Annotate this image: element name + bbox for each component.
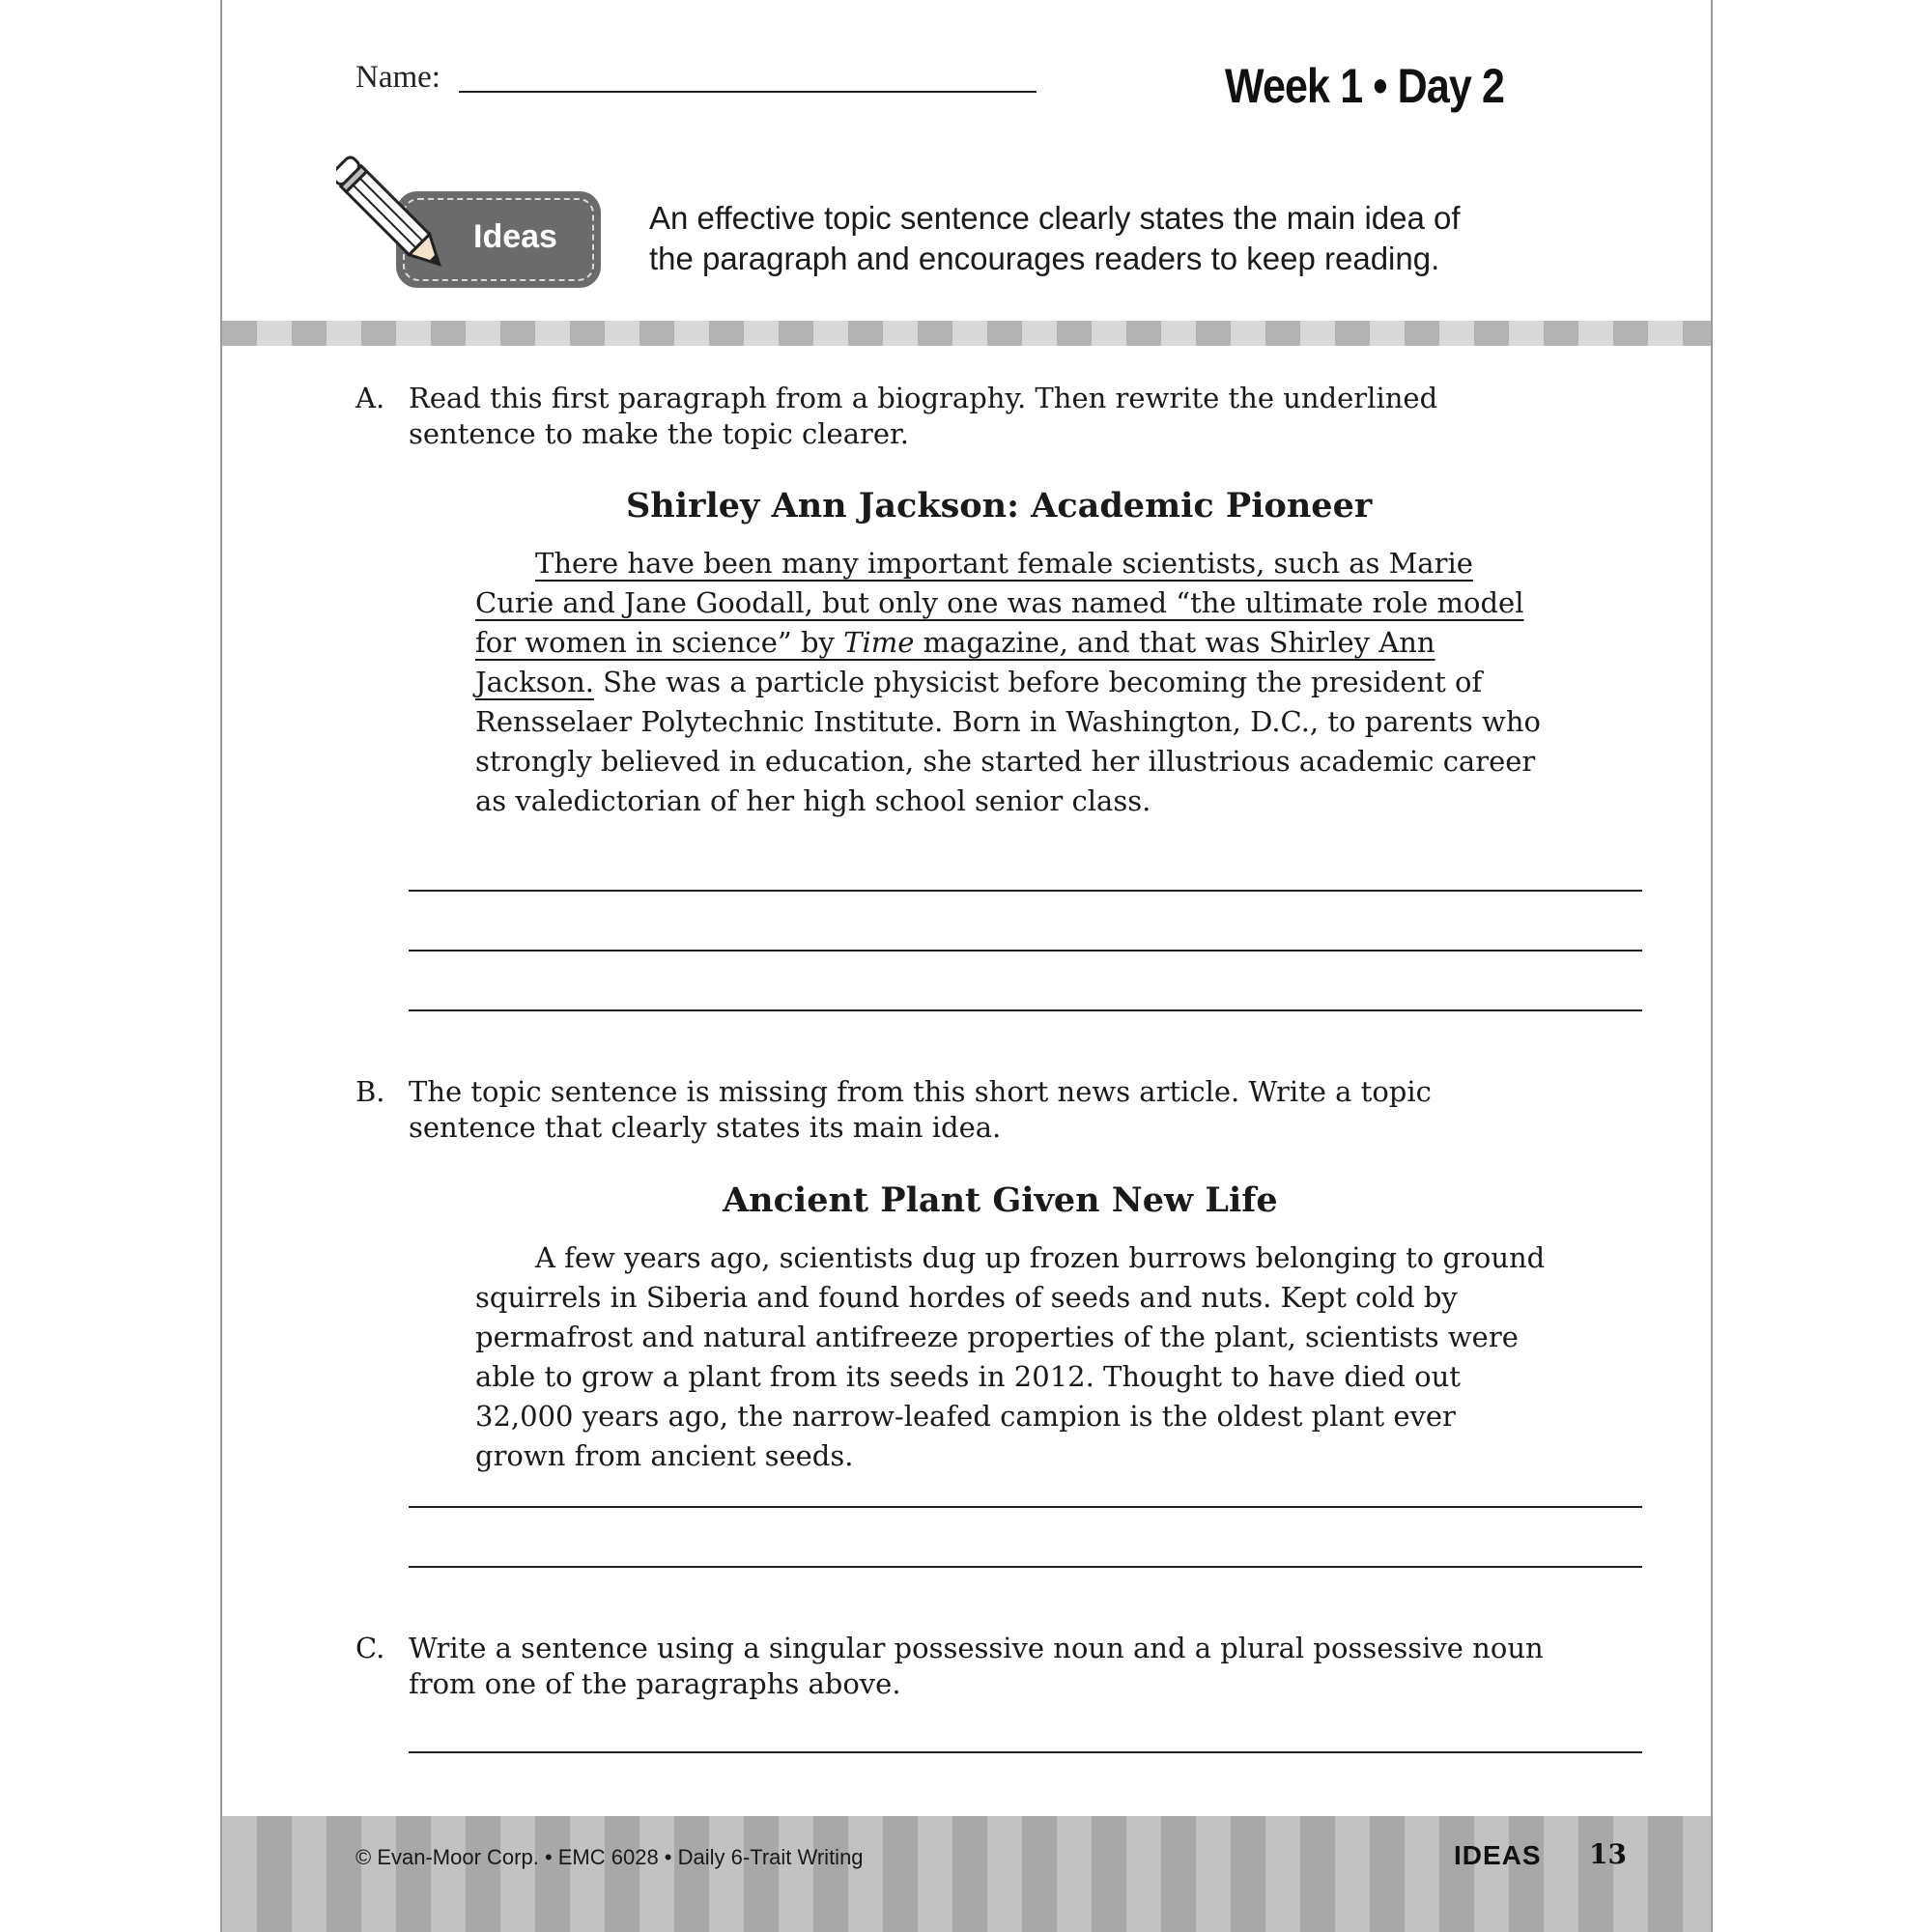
question-c-instruction: Write a sentence using a singular possessive noun and a plural possessive noun from one of the paragraphs above. [409, 1632, 1544, 1700]
question-a-letter: A. [355, 382, 385, 414]
worksheet-page [220, 0, 1713, 1932]
footer-trait-label: IDEAS [1454, 1840, 1542, 1870]
question-c-letter: C. [355, 1632, 385, 1664]
intro-text: An effective topic sentence clearly states the main idea of the paragraph and encourages readers to keep reading. [649, 200, 1461, 276]
badge-label: Ideas [473, 218, 557, 255]
passage-b-title: Ancient Plant Given New Life [723, 1180, 1278, 1220]
underlined-sentence-italic: Time [843, 626, 915, 659]
page-number: 13 [1589, 1838, 1627, 1870]
footer-credit: © Evan-Moor Corp. • EMC 6028 • Daily 6-Trait Writing [355, 1845, 864, 1869]
answer-line-a2[interactable] [409, 950, 1642, 952]
question-b-instruction: The topic sentence is missing from this short news article. Write a topic sentence that clearly states its main idea. [409, 1075, 1432, 1144]
question-a-instruction: Read this first paragraph from a biography. Then rewrite the underlined sentence to make the topic clearer. [409, 382, 1438, 450]
underlined-sentence-part1: There have been many important female scientists, such as Marie Curie and Jane Goodall, but only one was named “the ultimate role model for women in science” by [475, 547, 1524, 659]
question-b-letter: B. [355, 1075, 385, 1108]
header-stripe-band [222, 321, 1713, 346]
answer-line-a1[interactable] [409, 890, 1642, 892]
page-title: Week 1 • Day 2 [1225, 59, 1505, 113]
footer-band [222, 1816, 1713, 1932]
name-label: Name: [355, 60, 440, 95]
passage-a-rest: She was a particle physicist before becoming the president of Rensselaer Polytechnic Institute. Born in Washington, D.C., to parents who strongly believed in education, she started her illustrious academic career as valedictorian of her high school senior class. [475, 666, 1541, 817]
name-field-line [459, 91, 1037, 93]
passage-a [475, 544, 1548, 821]
pencil-icon [336, 150, 442, 280]
passage-a-title: Shirley Ann Jackson: Academic Pioneer [626, 486, 1373, 526]
answer-line-b2[interactable] [409, 1566, 1642, 1568]
answer-line-b1[interactable] [409, 1506, 1642, 1508]
answer-line-a3[interactable] [409, 1009, 1642, 1011]
answer-line-c1[interactable] [409, 1751, 1642, 1753]
passage-b: A few years ago, scientists dug up frozen burrows belonging to ground squirrels in Siberia and found hordes of seeds and nuts. Kept cold by permafrost and natural antifreeze properties of the plant, scientists were able to grow a plant from its seeds in 2012. Thought to have died out 32,000 years ago, the narrow-leafed campion is the oldest plant ever grown from ancient seeds. [475, 1241, 1546, 1472]
underlined-sentence-part2: magazine, and that was Shirley Ann Jackson. [475, 626, 1435, 698]
